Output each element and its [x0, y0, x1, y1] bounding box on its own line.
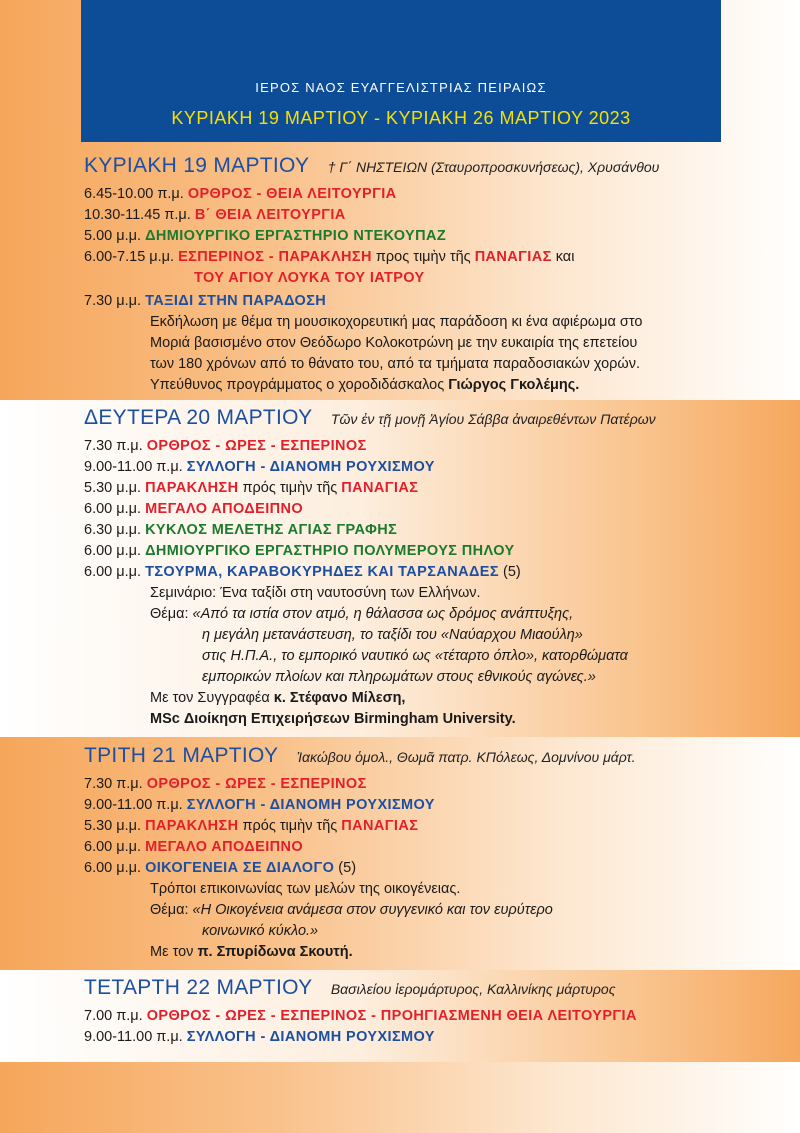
- detail-line: των 180 χρόνων από το θάνατο του, από τα τμήματα παραδοσιακών χορών.: [150, 356, 641, 372]
- item-time: 7.00 π.μ.: [84, 1008, 143, 1024]
- item-event-cont: ΤΟΥ ΑΓΙΟΥ ΛΟΥΚΑ ΤΟΥ ΙΑΤΡΟΥ: [194, 270, 425, 286]
- day-section-monday: [84, 406, 774, 730]
- item-event: ΤΑΞΙΔΙ ΣΤΗΝ ΠΑΡΑΔΟΣΗ: [145, 293, 327, 309]
- theme-text: «Η Οικογένεια ανάμεσα στον συγγενικό και τον ευρύτερο: [192, 902, 553, 918]
- day-section-tuesday: [84, 744, 774, 963]
- item-time: 5.30 μ.μ.: [84, 818, 142, 834]
- responsible-label: Υπεύθυνος προγράμματος ο χοροδιδάσκαλος: [150, 377, 445, 393]
- speaker-line: [84, 942, 774, 963]
- day-section-sunday: [84, 154, 774, 396]
- item-event: ΟΡΘΡΟΣ - ΩΡΕΣ - ΕΣΠΕΡΙΝΟΣ: [146, 438, 367, 454]
- schedule-item: [84, 541, 774, 562]
- item-event: ΟΡΘΡΟΣ - ΘΕΙΑ ΛΕΙΤΟΥΡΓΙΑ: [187, 186, 397, 202]
- schedule-item: [84, 858, 774, 879]
- item-event-2: ΠΑΝΑΓΙΑΣ: [341, 818, 419, 834]
- item-event-2: ΠΑΝΑΓΙΑΣ: [474, 249, 552, 265]
- schedule-item: [84, 226, 774, 247]
- schedule-item: [84, 816, 774, 837]
- schedule-item: [84, 436, 774, 457]
- item-time: 6.00 μ.μ.: [84, 501, 142, 517]
- schedule-item: [84, 774, 774, 795]
- item-event: ΜΕΓΑΛΟ ΑΠΟΔΕΙΠΝΟ: [145, 501, 304, 517]
- item-time: 7.30 μ.μ.: [84, 293, 142, 309]
- item-event: ΚΥΚΛΟΣ ΜΕΛΕΤΗΣ ΑΓΙΑΣ ΓΡΑΦΗΣ: [145, 522, 398, 538]
- seminar-line: Σεμινάριο: Ένα ταξίδι στη ναυτοσύνη των Ελλήνων.: [150, 585, 481, 601]
- schedule-item: [84, 205, 774, 226]
- item-time: 10.30-11.45 π.μ.: [84, 207, 191, 223]
- day-header: [84, 154, 774, 184]
- day-title: ΔΕΥΤΕΡΑ 20 ΜΑΡΤΙΟΥ: [84, 406, 313, 429]
- day-section-wednesday: [84, 976, 774, 1048]
- schedule-item: [84, 457, 774, 478]
- item-event: ΔΗΜΙΟΥΡΓΙΚΟ ΕΡΓΑΣΤΗΡΙΟ ΠΟΛΥΜΕΡΟΥΣ ΠΗΛΟΥ: [145, 543, 515, 559]
- item-time: 5.30 μ.μ.: [84, 480, 142, 496]
- day-title: ΚΥΡΙΑΚΗ 19 ΜΑΡΤΙΟΥ: [84, 154, 310, 177]
- item-event: ΔΗΜΙΟΥΡΓΙΚΟ ΕΡΓΑΣΤΗΡΙΟ ΝΤΕΚΟΥΠΑΖ: [145, 228, 447, 244]
- schedule-item: [84, 562, 774, 583]
- schedule-item: [84, 291, 774, 312]
- item-event: ΜΕΓΑΛΟ ΑΠΟΔΕΙΠΝΟ: [145, 839, 304, 855]
- speaker-name: π. Σπυρίδωνα Σκουτή.: [197, 944, 353, 960]
- schedule-item: [84, 1027, 774, 1048]
- item-time: 9.00-11.00 π.μ.: [84, 1029, 183, 1045]
- theme-text: «Από τα ιστία στον ατμό, η θάλασσα ως δρόμος ανάπτυξης,: [192, 606, 574, 622]
- theme-line: [84, 900, 774, 921]
- day-header: [84, 976, 774, 1006]
- schedule-item: [84, 837, 774, 858]
- item-time: 6.00 μ.μ.: [84, 564, 142, 580]
- item-mid: προς τιμὴν τῆς: [375, 249, 471, 265]
- feast-name: Βασιλείου ἱερομάρτυρος, Καλλινίκης μάρτυρος: [330, 981, 616, 997]
- date-range: ΚΥΡΙΑΚΗ 19 ΜΑΡΤΙΟΥ - ΚΥΡΙΑΚΗ 26 ΜΑΡΤΙΟΥ 2023: [171, 108, 631, 128]
- item-time: 7.30 π.μ.: [84, 438, 143, 454]
- theme-label: Θέμα:: [150, 606, 189, 622]
- schedule-item: [84, 795, 774, 816]
- item-time: 6.30 μ.μ.: [84, 522, 142, 538]
- speaker-name: κ. Στέφανο Μίλεση,: [273, 690, 406, 706]
- theme-line: κοινωνικό κύκλο.»: [202, 923, 319, 939]
- feast-name: Τῶν ἐν τῇ μονῇ Ἁγίου Σάββα ἀναιρεθέντων Πατέρων: [330, 411, 656, 427]
- item-time: 6.00-7.15 μ.μ.: [84, 249, 175, 265]
- speaker-credentials: MSc Διοίκηση Επιχειρήσεων Birmingham University.: [150, 711, 516, 727]
- day-header: [84, 406, 774, 436]
- church-name: ΙΕΡΟΣ ΝΑΟΣ ΕΥΑΓΓΕΛΙΣΤΡΙΑΣ ΠΕΙΡΑΙΩΣ: [255, 80, 547, 95]
- item-event: ΤΣΟΥΡΜΑ, ΚΑΡΑΒΟΚΥΡΗΔΕΣ ΚΑΙ ΤΑΡΣΑΝΑΔΕΣ: [145, 564, 499, 580]
- day-header: [84, 744, 774, 774]
- item-time: 5.00 μ.μ.: [84, 228, 142, 244]
- feast-name: Ἰακώβου ὁμολ., Θωμᾶ πατρ. ΚΠόλεως, Δομνίνου μάρτ.: [296, 749, 636, 765]
- item-event: ΣΥΛΛΟΓΗ - ΔΙΑΝΟΜΗ ΡΟΥΧΙΣΜΟΥ: [186, 459, 435, 475]
- detail-line: Μοριά βασισμένο στον Θεόδωρο Κολοκοτρώνη με την ευκαιρία της επετείου: [150, 335, 638, 351]
- theme-line: στις Η.Π.Α., το εμπορικό ναυτικό ως «τέταρτο όπλο», κατορθώματα: [202, 648, 628, 664]
- responsible-name: Γιώργος Γκολέμης.: [448, 377, 580, 393]
- item-event: ΠΑΡΑΚΛΗΣΗ: [145, 818, 239, 834]
- item-tail: (5): [502, 564, 521, 580]
- item-tail: και: [555, 249, 575, 265]
- detail-line: Τρόποι επικοινωνίας των μελών της οικογένειας.: [150, 881, 461, 897]
- theme-line: εμπορικών πλοίων και πληρωμάτων στους εθνικούς αγώνες.»: [202, 669, 596, 685]
- item-event: ΟΙΚΟΓΕΝΕΙΑ ΣΕ ΔΙΑΛΟΓΟ: [145, 860, 335, 876]
- day-title: ΤΡΙΤΗ 21 ΜΑΡΤΙΟΥ: [84, 744, 279, 767]
- item-time: 6.45-10.00 π.μ.: [84, 186, 184, 202]
- theme-label: Θέμα:: [150, 902, 189, 918]
- item-mid: πρός τιμὴν τῆς: [242, 480, 338, 496]
- item-time: 6.00 μ.μ.: [84, 860, 142, 876]
- item-event: ΣΥΛΛΟΓΗ - ΔΙΑΝΟΜΗ ΡΟΥΧΙΣΜΟΥ: [186, 797, 435, 813]
- schedule-item: [84, 499, 774, 520]
- item-event: ΕΣΠΕΡΙΝΟΣ - ΠΑΡΑΚΛΗΣΗ: [178, 249, 372, 265]
- schedule-item: [84, 1006, 774, 1027]
- item-event-2: ΠΑΝΑΓΙΑΣ: [341, 480, 419, 496]
- schedule-item: [84, 520, 774, 541]
- theme-line: [84, 604, 774, 625]
- speaker-label: Με τον Συγγραφέα: [150, 690, 270, 706]
- speaker-label: Με τον: [150, 944, 194, 960]
- schedule-item: [84, 184, 774, 205]
- band-footer: [0, 1062, 800, 1133]
- schedule-item-cont: [84, 268, 774, 289]
- item-time: 6.00 μ.μ.: [84, 543, 142, 559]
- item-time: 9.00-11.00 π.μ.: [84, 459, 183, 475]
- item-event: Β΄ ΘΕΙΑ ΛΕΙΤΟΥΡΓΙΑ: [194, 207, 346, 223]
- feast-name: † Γ΄ ΝΗΣΤΕΙΩΝ (Σταυροπροσκυνήσεως), Χρυσάνθου: [327, 159, 660, 175]
- day-title: ΤΕΤΑΡΤΗ 22 ΜΑΡΤΙΟΥ: [84, 976, 313, 999]
- speaker-line: [84, 688, 774, 709]
- item-event: ΟΡΘΡΟΣ - ΩΡΕΣ - ΕΣΠΕΡΙΝΟΣ: [146, 776, 367, 792]
- theme-line: η μεγάλη μετανάστευση, το ταξίδι του «Ναύαρχου Μιαούλη»: [202, 627, 583, 643]
- item-time: 9.00-11.00 π.μ.: [84, 797, 183, 813]
- header-banner: [81, 0, 721, 142]
- responsible-line: [84, 375, 774, 396]
- schedule-item: [84, 247, 774, 268]
- item-time: 7.30 π.μ.: [84, 776, 143, 792]
- schedule-item: [84, 478, 774, 499]
- item-event: ΣΥΛΛΟΓΗ - ΔΙΑΝΟΜΗ ΡΟΥΧΙΣΜΟΥ: [186, 1029, 435, 1045]
- item-event: ΟΡΘΡΟΣ - ΩΡΕΣ - ΕΣΠΕΡΙΝΟΣ - ΠΡΟΗΓΙΑΣΜΕΝΗ ΘΕΙΑ ΛΕΙΤΟΥΡΓΙΑ: [146, 1008, 637, 1024]
- item-mid: πρός τιμὴν τῆς: [242, 818, 338, 834]
- detail-line: Εκδήλωση με θέμα τη μουσικοχορευτική μας παράδοση κι ένα αφιέρωμα στο: [150, 314, 643, 330]
- item-event: ΠΑΡΑΚΛΗΣΗ: [145, 480, 239, 496]
- item-time: 6.00 μ.μ.: [84, 839, 142, 855]
- item-tail: (5): [338, 860, 357, 876]
